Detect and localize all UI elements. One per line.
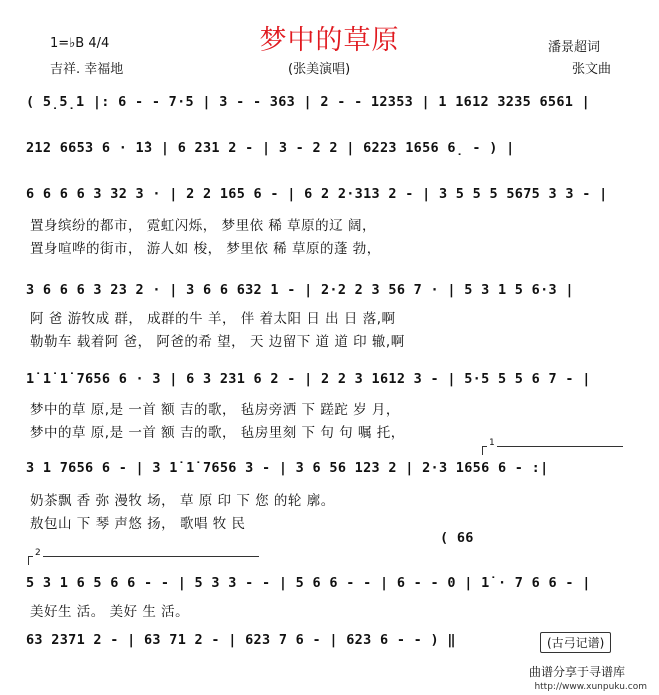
score-row-8: 63 2371 2 - | 63 71 2 - | 623 7 6 - | 623 6 - - ) ‖ bbox=[26, 632, 456, 648]
lyric-line: 置身缤纷的都市， 霓虹闪烁， 梦里依 稀 草原的辽 阔， bbox=[30, 218, 376, 234]
score-row-1: ( 5̣5̣1 |: 6 - - 7·5 | 3 - - 363 | 2 - - 12353 | 1 1612 3235 6561 | bbox=[26, 94, 591, 110]
score-row-6: 3 1 7656 6 - | 3 1̇ 1̇ 7656 3 - | 3 6 56 123 2 | 2·3 1656 6 - :| bbox=[26, 460, 549, 476]
score-row-2: 212 6653 6 · 1̇3 | 6 231 2 - | 3 - 2 2 | 6223 1656 6̣ - ) | bbox=[26, 140, 515, 156]
source-url[interactable]: http://www.xunpuku.com bbox=[534, 682, 647, 692]
repeat-pickup: ( 66 bbox=[440, 530, 474, 546]
lyric-line: 勒勒车 载着阿 爸， 阿爸的希 望， 天 边留下 道 道 印 辙,啊 bbox=[30, 334, 405, 350]
lyric-line: 阿 爸 游牧成 群， 成群的牛 羊， 伴 着太阳 日 出 日 落,啊 bbox=[30, 311, 396, 327]
notation-credit: (古弓记谱) bbox=[540, 632, 611, 653]
second-ending-bracket bbox=[28, 548, 259, 565]
song-title: 梦中的草原 bbox=[259, 25, 400, 56]
volta-number: 1 bbox=[489, 438, 495, 448]
composer-credit: 张文曲 bbox=[572, 62, 612, 77]
lyric-line: 奶茶飘 香 弥 漫牧 场， 草 原 印 下 您 的轮 廓。 bbox=[30, 493, 335, 509]
lyric-line: 敖包山 下 琴 声悠 扬， 歌唱 牧 民 bbox=[30, 516, 246, 532]
score-row-3: 6 6 6 6 3 32 3 · | 2 2 165 6 - | 6 2 2·313 2 - | 3 5 5 5 5675 3 3 - | bbox=[26, 186, 608, 202]
performer-credit: (张美演唱) bbox=[288, 62, 351, 77]
first-ending-bracket bbox=[482, 438, 623, 455]
lyric-line: 置身喧哗的街市， 游人如 梭， 梦里依 稀 草原的蓬 勃， bbox=[30, 241, 381, 257]
score-row-4: 3 6 6 6 3 23 2 · | 3 6 6 632 1 - | 2·2 2 3 56 7 · | 5 3 1 5 6·3 | bbox=[26, 282, 574, 298]
key-signature: 1=♭B 4/4 bbox=[50, 36, 110, 51]
score-row-5: 1̇ 1̇ 1̇ 7656 6 · 3 | 6 3 231 6 2 - | 2 2 3 1612 3 - | 5·5 5 5 6 7 - | bbox=[26, 371, 591, 387]
share-credit: 曲谱分享于寻谱库 bbox=[528, 665, 625, 679]
lyricist-credit: 潘景超词 bbox=[548, 40, 601, 55]
score-row-7: 5 3 1 6 5 6 6 - - | 5 3 3 - - | 5 6 6 - - | 6 - - 0 | 1̇ · 7 6 6 - | bbox=[26, 575, 591, 591]
lyric-line-ending: 美好生 活。 美好 生 活。 bbox=[30, 604, 190, 620]
volta-number: 2 bbox=[35, 548, 41, 558]
lyric-line: 梦中的草 原,是 一首 额 吉的歌， 毡房里刻 下 句 句 嘱 托， bbox=[30, 425, 405, 441]
lyric-line: 梦中的草 原,是 一首 额 吉的歌， 毡房旁洒 下 蹉跎 岁 月， bbox=[30, 402, 400, 418]
region-label: 吉祥. 幸福地 bbox=[50, 62, 124, 77]
